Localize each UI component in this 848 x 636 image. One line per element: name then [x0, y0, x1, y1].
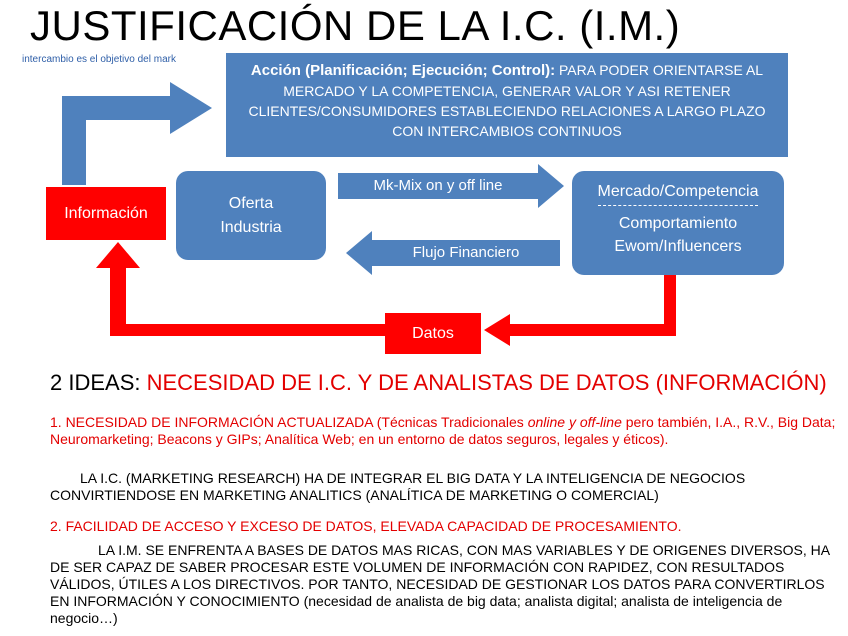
accion-box	[226, 53, 788, 157]
point2-body	[50, 542, 840, 627]
point2-heading: 2. FACILIDAD DE ACCESO Y EXCESO DE DATOS, ELEVADA CAPACIDAD DE PROCESAMIENTO.	[50, 518, 682, 534]
ideas-heading	[50, 370, 827, 396]
mercado-box	[572, 171, 784, 275]
oferta-box	[176, 171, 326, 260]
industria-label: Industria	[220, 218, 282, 236]
red-arrow-to-datos	[484, 275, 676, 346]
point1-body	[50, 470, 840, 504]
mkmix-label: Mk-Mix on y off line	[373, 177, 503, 194]
point2-body-text: LA I.M. SE ENFRENTA A BASES DE DATOS MAS RICAS, CON MAS VARIABLES Y DE ORIGENES DIVERSOS, HA DE SER CAPAZ DE SABER PROCESAR ESTE VOLUMEN DE INFORMACIÓN CON RAPIDEZ, CON RESULTADOS VÁLIDOS, ÚTILES A LOS DIRECTIVOS. POR TANTO, NECESIDAD DE GESTIONAR LOS DATOS PARA CONVERTIRLOS EN INFORMACIÓN Y CONOCIMIENTO (necesidad de analista de big data; analista digital; analista de inteligencia de negocio…)	[50, 542, 830, 626]
page-title: JUSTIFICACIÓN DE LA I.C. (I.M.)	[30, 2, 681, 49]
ideas-prefix: 2 IDEAS:	[50, 370, 147, 395]
point1-body-text: LA I.C. (MARKETING RESEARCH) HA DE INTEGRAR EL BIG DATA Y LA INTELIGENCIA DE NEGOCIOS CONVIRTIENDOSE EN MARKETING ANALITICS (ANALÍTICA DE MARKETING O COMERCIAL)	[50, 470, 746, 503]
mercado-label: Mercado/Competencia	[597, 183, 759, 200]
point1-part1: 1. NECESIDAD DE INFORMACIÓN ACTUALIZADA (Técnicas Tradicionales	[50, 414, 528, 430]
flujo-label: Flujo Financiero	[412, 244, 520, 261]
ewom-label: Ewom/Influencers	[614, 238, 742, 255]
ideas-highlight: NECESIDAD DE I.C. Y DE ANALISTAS DE DATOS (INFORMACIÓN)	[146, 370, 827, 395]
datos-box: Datos	[385, 313, 481, 354]
dashed-separator	[598, 205, 758, 206]
point1-heading	[50, 414, 840, 448]
point1-italic: online y off-line	[527, 414, 622, 430]
comportamiento-label: Comportamiento	[618, 215, 738, 232]
note-text: intercambio es el objetivo del mark	[22, 54, 176, 65]
informacion-box: Información	[46, 187, 166, 240]
accion-text: PARA PODER ORIENTARSE AL MERCADO Y LA COMPETENCIA, GENERAR VALOR Y ASI RETENER CLIENTES/CONSUMIDORES ESTABLECIENDO RELACIONES A LARGO PLAZO CON INTERCAMBIOS CONTINUOS	[248, 62, 766, 139]
bent-arrow-up-right	[62, 82, 212, 185]
point1-part2: pero también, I.A., R.V., Big Data; Neuromarketing; Beacons y GIPs; Analítica Web; en un entorno de datos seguros, legales y éticos).	[50, 414, 836, 447]
accion-heading: Acción (Planificación; Ejecución; Control):	[250, 62, 556, 79]
oferta-label: Oferta	[228, 194, 274, 212]
